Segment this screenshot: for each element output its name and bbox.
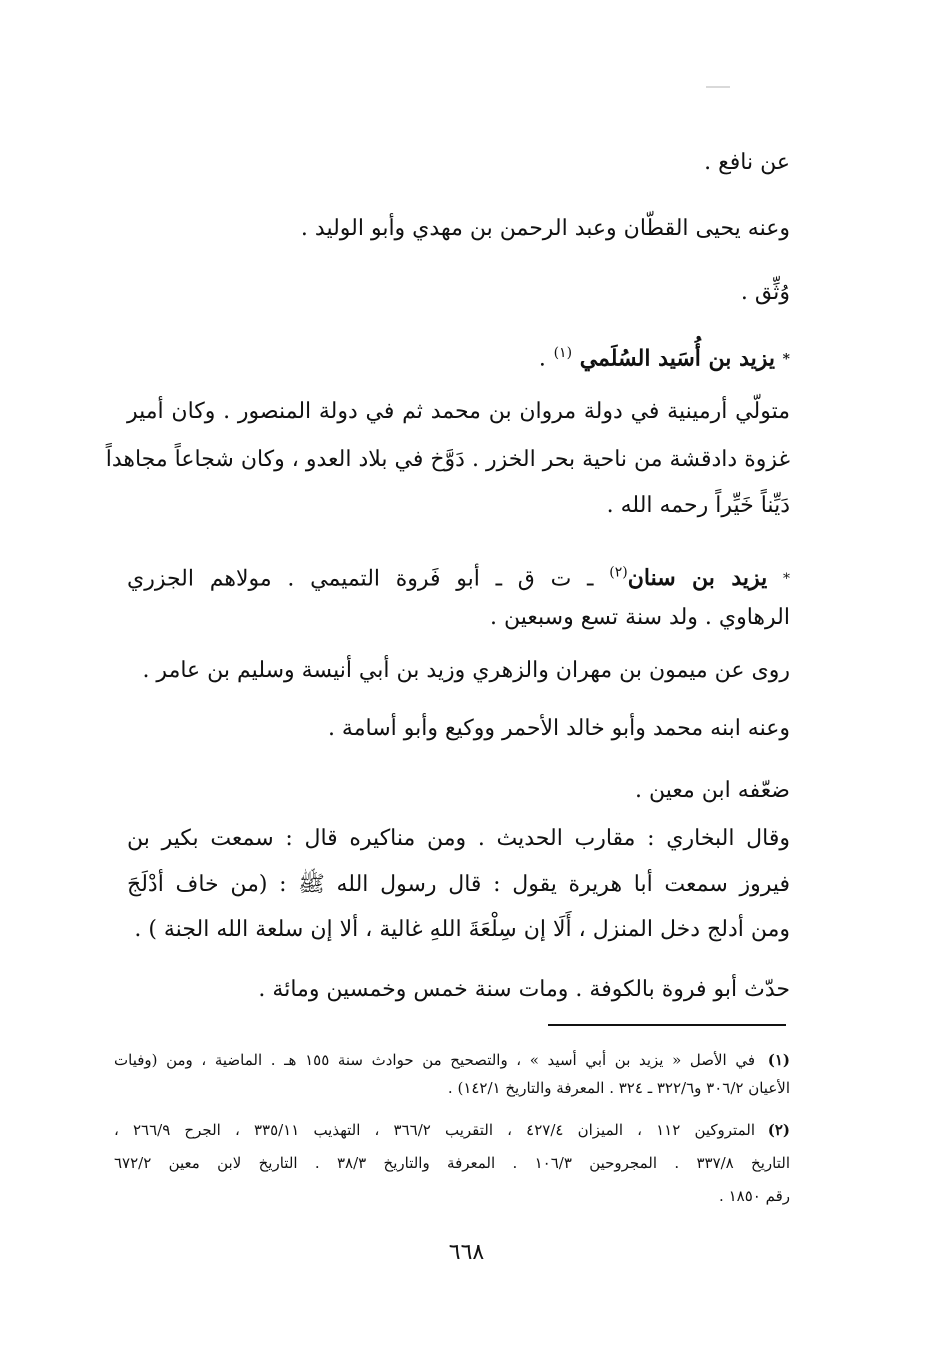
footnote-2-number: (٢) xyxy=(767,1121,790,1139)
scan-speck xyxy=(706,86,730,88)
footnote-2-line-3: رقم ١٨٥٠ . xyxy=(719,1187,790,1205)
text-line-3: وُثِّق . xyxy=(740,280,790,305)
footnote-2-line-1: المتروكين ١١٢ ، الميزان ٤٢٧/٤ ، التقريب ٣٦٦/٢ ، التهذيب ٣٣٥/١١ ، الجرح ٢٦٦/٩ ، xyxy=(114,1121,755,1139)
entry-name: يزيد بن سنان xyxy=(627,565,768,592)
entry-marker: * xyxy=(782,351,790,368)
text-line-13: وقال البخاري : مقارب الحديث . ومن مناكيره قال : سمعت بكير بن xyxy=(127,826,790,851)
footnote-separator xyxy=(548,1024,786,1026)
text-line-5: متولّي أرمينية في دولة مروان بن محمد ثم في دولة المنصور . وكان أمير xyxy=(127,399,790,424)
text-line-15: ومن أدلج دخل المنزل ، أَلَا إن سِلْعَةَ اللهِ غالية ، ألا إن سلعة الله الجنة ) . xyxy=(134,917,790,942)
page-number: ٦٦٨ xyxy=(448,1240,485,1265)
entry-marker: * xyxy=(783,571,791,588)
text-line-2: وعنه يحيى القطّان وعبد الرحمن بن مهدي وأبو الوليد . xyxy=(300,216,790,241)
text-line-14: فيروز سمعت أبا هريرة يقول : قال رسول الله ﷺ : (من خاف أدْلَجَ xyxy=(127,872,790,897)
footnote-1-line-2: الأعيان ٣٠٦/٢ و٣٢٢/٦ ـ ٣٢٤ . المعرفة والتاريخ ١٤٢/١) . xyxy=(447,1079,790,1097)
text-line-10: روى عن ميمون بن مهران والزهري وزيد بن أبي أنيسة وسليم بن عامر . xyxy=(142,658,790,683)
entry-name: يزيد بن أُسَيد السُلَمي xyxy=(579,345,775,372)
entry-heading-end: . xyxy=(538,346,546,372)
entry-heading-yazid-ibn-usayd xyxy=(539,338,790,374)
text-line-1: عن نافع . xyxy=(704,150,790,175)
text-line-9: الرهاوي . ولد سنة تسع وسبعين . xyxy=(490,605,790,630)
text-line-12: ضعّفه ابن معين . xyxy=(635,778,790,803)
footnote-ref-1: (١) xyxy=(553,345,573,361)
footnote-1-number: (١) xyxy=(767,1051,790,1069)
entry-heading-rest: ـ ت ق ـ أبو فَروة التميمي . مولاهم الجزري xyxy=(127,566,594,592)
entry-heading-yazid-ibn-sinan xyxy=(127,558,790,594)
footnote-2-line-2: التاريخ ٣٣٧/٨ . المجروحين ١٠٦/٣ . المعرفة والتاريخ ٣٨/٣ . التاريخ لابن معين ٦٧٢/٢ xyxy=(114,1154,790,1172)
text-line-6: غزوة دادقشة من ناحية بحر الخزر . دَوَّخ في بلاد العدو ، وكان شجاعاً مجاهداً xyxy=(105,447,790,472)
text-line-16: حدّث أبو فروة بالكوفة . ومات سنة خمس وخمسين ومائة . xyxy=(258,977,790,1002)
footnote-ref-2: (٢) xyxy=(609,565,628,581)
text-line-7: دَيِّناً خَيِّراً رحمه الله . xyxy=(606,493,790,518)
text-line-11: وعنه ابنه محمد وأبو خالد الأحمر ووكيع وأبو أسامة . xyxy=(327,716,790,741)
footnote-1-line-1: في الأصل « يزيد بن أبي أسيد » ، والتصحيح من حوادث سنة ١٥٥ هـ . الماضية ، ومن (وفيات xyxy=(114,1051,755,1069)
